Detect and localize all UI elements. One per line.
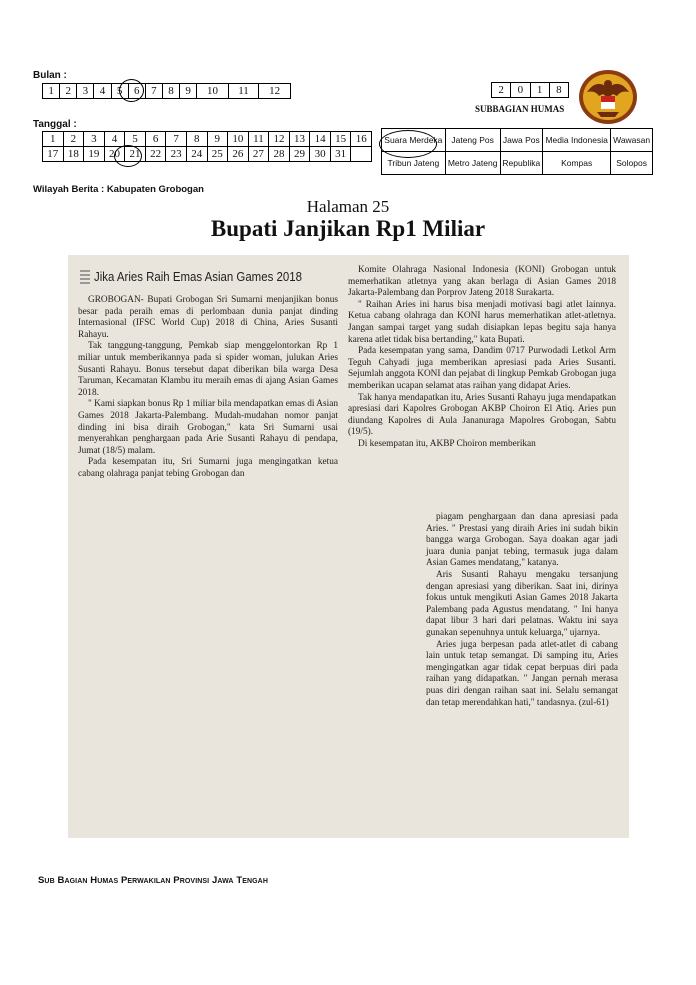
tanggal-cell: 26	[228, 147, 249, 162]
tanggal-cell: 28	[269, 147, 290, 162]
media-cell: Solopos	[611, 152, 653, 175]
media-cell: Kompas	[543, 152, 611, 175]
tanggal-cell: 22	[145, 147, 166, 162]
tanggal-cell: 12	[269, 132, 290, 147]
tanggal-cell: 25	[207, 147, 228, 162]
tanggal-cell: 21	[125, 147, 146, 162]
tanggal-cell: 31	[330, 147, 351, 162]
tanggal-cell: 3	[84, 132, 105, 147]
tanggal-cell: 1	[43, 132, 64, 147]
tanggal-cell: 8	[186, 132, 207, 147]
tanggal-cell: 23	[166, 147, 187, 162]
tanggal-table	[42, 131, 372, 162]
footer: Sub Bagian Humas Perwakilan Provinsi Jawa Tengah	[38, 875, 268, 886]
dept-label: SUBBAGIAN HUMAS	[475, 104, 565, 114]
tanggal-cell: 2	[63, 132, 84, 147]
tanggal-circle	[114, 145, 142, 167]
paragraph: Aries juga berpesan pada atlet-atlet di cabang lain untuk tetap semangat. Di samping itu, Aries mengingatkan agar tidak cepat berpuas diri pada raihan yang didapatkan. " Jangan pernah merasa puas diri dengan raihan saat ini. Selalu semangat dan tetap merendahkan hati," tandasnya. (zul-61)	[426, 639, 618, 708]
paragraph: Komite Olahraga Nasional Indonesia (KONI) Grobogan untuk memerhatikan atletnya yang akan berlaga di Asian Games 2018 Jakarta-Palembang dan Porprov Jateng 2018 Surakarta.	[348, 265, 616, 299]
tanggal-cell: 4	[104, 132, 125, 147]
bulan-cell: 6	[128, 84, 145, 99]
media-cell: Metro Jateng	[445, 152, 500, 175]
bulan-cell: 4	[94, 84, 111, 99]
tanggal-cell: 18	[63, 147, 84, 162]
year-digit-cell: 1	[530, 83, 549, 98]
paragraph: piagam penghargaan dan dana apresiasi pada Aries. " Prestasi yang diraih Aries ini sudah bikin bangga warga Grobogan. Saya doakan agar jadi juara dunia panjat tebing, termasuk juga dalam Asian Games mendatang," katanya.	[426, 512, 618, 569]
bulan-circle	[119, 79, 144, 102]
paragraph: Di kesempatan itu, AKBP Choiron memberikan	[358, 438, 536, 449]
kicker: Jika Aries Raih Emas Asian Games 2018	[94, 269, 302, 284]
year-digit-cell: 2	[492, 83, 511, 98]
bulan-cell: 9	[180, 84, 197, 99]
tanggal-cell: 6	[145, 132, 166, 147]
garuda-emblem-icon	[577, 68, 639, 126]
paragraph: " Raihan Aries ini harus bisa menjadi motivasi bagi atlet lainnya. Ketua cabang olahraga dan KONI harus memerhatikan atlet-atletnya. Jangan sampai target yang sudah disiapkan lepas begitu saja hanya karena atlet tidak bisa bertanding," kata Bupati.	[348, 299, 616, 345]
bulan-table	[42, 83, 291, 99]
bulan-cell: 10	[197, 84, 229, 99]
column-1	[78, 295, 338, 481]
bulan-cell: 1	[43, 84, 60, 99]
bulan-cell: 8	[162, 84, 179, 99]
tanggal-cell: 17	[43, 147, 64, 162]
bulan-cell: 2	[60, 84, 77, 99]
year-digit-cell: 8	[549, 83, 568, 98]
year-table	[491, 82, 569, 98]
bulan-cell: 5	[111, 84, 128, 99]
tanggal-label: Tanggal :	[33, 119, 77, 130]
column-2	[348, 265, 616, 451]
newspaper-clipping	[68, 255, 629, 838]
headline: Bupati Janjikan Rp1 Miliar	[210, 216, 486, 241]
bulan-cell: 11	[228, 84, 259, 99]
media-cell: Suara Merdeka	[382, 129, 446, 152]
paragraph: Aris Susanti Rahayu mengaku tersanjung dengan apresiasi yang diberikan. Saat ini, dirinya fokus untuk mengikuti Asian Games 2018 Jakarta Palembang pada Agustus mendatang. " Ini hanya dapat libur 3 hari dari pelatnas. Waktu ini saya gunakan sepenuhnya untuk keluarga," ujarnya.	[426, 569, 618, 638]
tanggal-cell: 11	[248, 132, 269, 147]
wilayah-label: Wilayah Berita : Kabupaten Grobogan	[33, 184, 204, 195]
bulan-cell: 3	[77, 84, 94, 99]
paragraph: Pada kesempatan yang sama, Dandim 0717 Purwodadi Letkol Arm Teguh Cahyadi juga memberikan apresiasi pada Aries Susanti. Sejumlah anggota KONI dan pejabat di lingkup Pemkab Grobogan juga memberikan ucapan selamat atas raihan yang didapat Aries.	[348, 346, 616, 391]
tanggal-cell: 19	[84, 147, 105, 162]
bulan-label: Bulan :	[33, 70, 67, 81]
paragraph: " Kami siapkan bonus Rp 1 miliar bila mendapatkan emas di Asian Games 2018 Jakarta-Palembang. Mudah-mudahan nomor panjat dinding ini bisa diraih Grobogan," kata Sri Sumarni usai menyerahkan penghargaan pada Arie Susanti Rahayu di pendapa, Jumat (18/5) malam.	[78, 399, 338, 456]
tanggal-cell: 10	[228, 132, 249, 147]
bulan-cell: 12	[259, 84, 291, 99]
tanggal-cell: 24	[186, 147, 207, 162]
tanggal-cell: 29	[289, 147, 310, 162]
tanggal-cell: 16	[351, 132, 372, 147]
paragraph: Tak hanya mendapatkan itu, Aries Susanti Rahayu juga mendapatkan apresiasi dari Kapolres Grobogan AKBP Choiron El Atiq. Aries pun diundang Kapolres di Aula Jananuraga Mapolres Grobogan, Sabtu (19/5).	[348, 392, 616, 438]
kicker-marker-icon	[80, 270, 90, 284]
tanggal-cell: 15	[330, 132, 351, 147]
column-3	[426, 512, 618, 709]
tanggal-cell: 13	[289, 132, 310, 147]
paragraph: GROBOGAN- Bupati Grobogan Sri Sumarni menjanjikan bonus besar pada peraih emas di perlombaan dunia panjat dinding Internasional (IFSC World Cup) 2018 di China, Aries Susanti Rahayu.	[78, 295, 338, 340]
tanggal-cell: 20	[104, 147, 125, 162]
media-cell: Jateng Pos	[445, 129, 500, 152]
media-cell: Tribun Jateng	[382, 152, 446, 175]
tanggal-cell: 7	[166, 132, 187, 147]
media-cell: Wawasan	[611, 129, 653, 152]
year-digit-cell: 0	[511, 83, 530, 98]
paragraph: Tak tanggung-tanggung, Pemkab siap menggelontorkan Rp 1 miliar untuk memberikannya pada si spider woman, julukan Aries Susanti Rahayu. Bonus tersebut dapat diberikan bila warga Desa Taruman, Kecamatan Klambu itu meraih emas di ajang Asian Games 2018.	[78, 341, 338, 398]
tanggal-cell: 14	[310, 132, 331, 147]
tanggal-cell: 27	[248, 147, 269, 162]
media-cell: Republika	[500, 152, 543, 175]
tanggal-cell: 5	[125, 132, 146, 147]
tanggal-cell: 30	[310, 147, 331, 162]
page-number: Halaman 25	[306, 197, 390, 216]
media-circle	[379, 130, 437, 158]
bulan-cell: 7	[145, 84, 162, 99]
paragraph: Pada kesempatan itu, Sri Sumarni juga mengingatkan ketua cabang olahraga panjat tebing Grobogan dan	[78, 457, 338, 479]
tanggal-cell: 9	[207, 132, 228, 147]
media-cell: Jawa Pos	[500, 129, 543, 152]
media-cell: Media Indonesia	[543, 129, 611, 152]
